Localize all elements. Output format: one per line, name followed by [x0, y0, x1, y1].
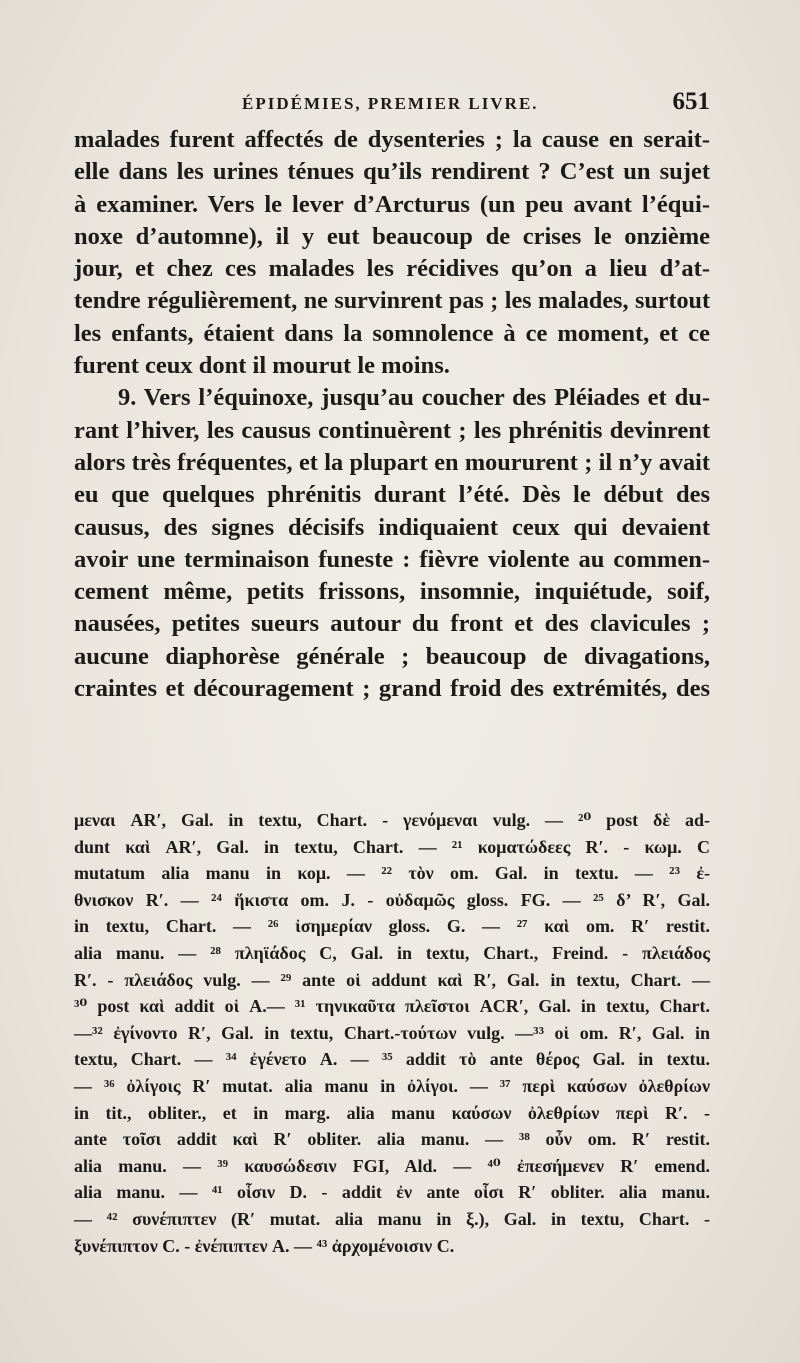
text-line: 9. Vers l’équinoxe, jusqu’au coucher des Pléiades et du- [118, 384, 710, 412]
footnote-line: — ⁴² συνέπιπτεν (R′ mutat. alia manu in ξ.), Gal. in textu, Chart. - [74, 1208, 710, 1229]
text-line: elle dans les urines ténues qu’ils rendirent ? C’est un sujet [74, 158, 710, 186]
main-text [74, 124, 710, 705]
footnote-line: alia manu. — ⁴¹ οἷσιν D. - addit ἐν ante οἷσι R′ obliter. alia manu. [74, 1182, 710, 1203]
footnote-line: dunt καὶ AR′, Gal. in textu, Chart. — ²¹ κοματώδεες R′. - κωμ. C [74, 836, 710, 857]
footnote-line: mutatum alia manu in κομ. — ²² τὸν om. Gal. in textu. — ²³ ἐ- [74, 863, 710, 884]
text-line: furent ceux dont il mourut le moins. [74, 352, 450, 380]
text-line: malades furent affectés de dysenteries ; la cause en serait- [74, 126, 710, 153]
text-line: aucune diaphorèse générale ; beaucoup de divagations, [74, 642, 710, 670]
footnote-line: ante τοῖσι addit καὶ R′ obliter. alia manu. — ³⁸ οὖν om. R′ restit. [74, 1129, 710, 1150]
footnote-line: ξυνέπιπτον C. - ἐνέπιπτεν A. — ⁴³ ἀρχομένοισιν C. [74, 1235, 455, 1256]
text-line: tendre régulièrement, ne survinrent pas ; les malades, surtout [74, 287, 710, 315]
footnote-line: —³² ἐγίνοντο R′, Gal. in textu, Chart.-τούτων vulg. —³³ οἱ om. R′, Gal. in [74, 1022, 710, 1043]
text-line: avoir une terminaison funeste : fièvre violente au commen- [74, 545, 710, 573]
text-line: alors très fréquentes, et la plupart en moururent ; il n’y avait [74, 448, 710, 476]
footnote-line: R′. - πλειάδος vulg. — ²⁹ ante οἱ addunt καὶ R′, Gal. in textu, Chart. — [74, 969, 710, 990]
text-line: craintes et découragement ; grand froid des extrémités, des [74, 675, 710, 703]
footnote-line: alia manu. — ²⁸ πληϊάδος C, Gal. in textu, Chart., Freind. - πλειάδος [74, 942, 710, 963]
footnote-line: θνισκον R′. — ²⁴ ἥκιστα om. J. - οὐδαμῶς gloss. FG. — ²⁵ δ’ R′, Gal. [74, 889, 710, 910]
text-line: eu que quelques phrénitis durant l’été. Dès le début des [74, 481, 710, 509]
text-line: à examiner. Vers le lever d’Arcturus (un peu avant l’équi- [74, 190, 710, 218]
footnotes [74, 807, 710, 1259]
text-line: les enfants, étaient dans la somnolence à ce moment, et ce [74, 319, 710, 347]
text-line: rant l’hiver, les causus continuèrent ; les phrénitis devinrent [74, 416, 710, 444]
text-line: cement même, petits frissons, insomnie, inquiétude, soif, [74, 578, 710, 606]
page-number: 651 [672, 88, 710, 115]
text-line: noxe d’automne), il y eut beaucoup de crises le onzième [74, 222, 710, 250]
text-line: causus, des signes décisifs indiquaient ceux qui devaient [74, 513, 710, 541]
text-line: jour, et chez ces malades les récidives qu’on a lieu d’at- [74, 255, 710, 283]
footnote-line: μεναι AR′, Gal. in textu, Chart. - γενόμεναι vulg. — ²⁰ post δὲ ad- [74, 810, 710, 830]
text-line: nausées, petites sueurs autour du front et des clavicules ; [74, 610, 710, 638]
footnote-line: in tit., obliter., et in marg. alia manu καύσων ὀλεθρίων περὶ R′. - [74, 1102, 710, 1123]
footnote-line: textu, Chart. — ³⁴ ἐγένετο A. — ³⁵ addit τὸ ante θέρος Gal. in textu. [74, 1049, 710, 1070]
running-title: ÉPIDÉMIES, PREMIER LIVRE. [242, 94, 539, 113]
footnote-line: — ³⁶ ὀλίγοις R′ mutat. alia manu in ὀλίγοι. — ³⁷ περὶ καύσων ὀλεθρίων [74, 1075, 710, 1096]
page-header [74, 88, 710, 128]
footnote-line: alia manu. — ³⁹ καυσώδεσιν FGI, Ald. — ⁴⁰ ἐπεσήμενεν R′ emend. [74, 1155, 710, 1176]
footnote-line: ³⁰ post καὶ addit οἱ A.— ³¹ τηνικαῦτα πλεῖστοι ACR′, Gal. in textu, Chart. [74, 996, 710, 1017]
footnote-line: in textu, Chart. — ²⁶ ἰσημερίαν gloss. G. — ²⁷ καὶ om. R′ restit. [74, 916, 710, 937]
